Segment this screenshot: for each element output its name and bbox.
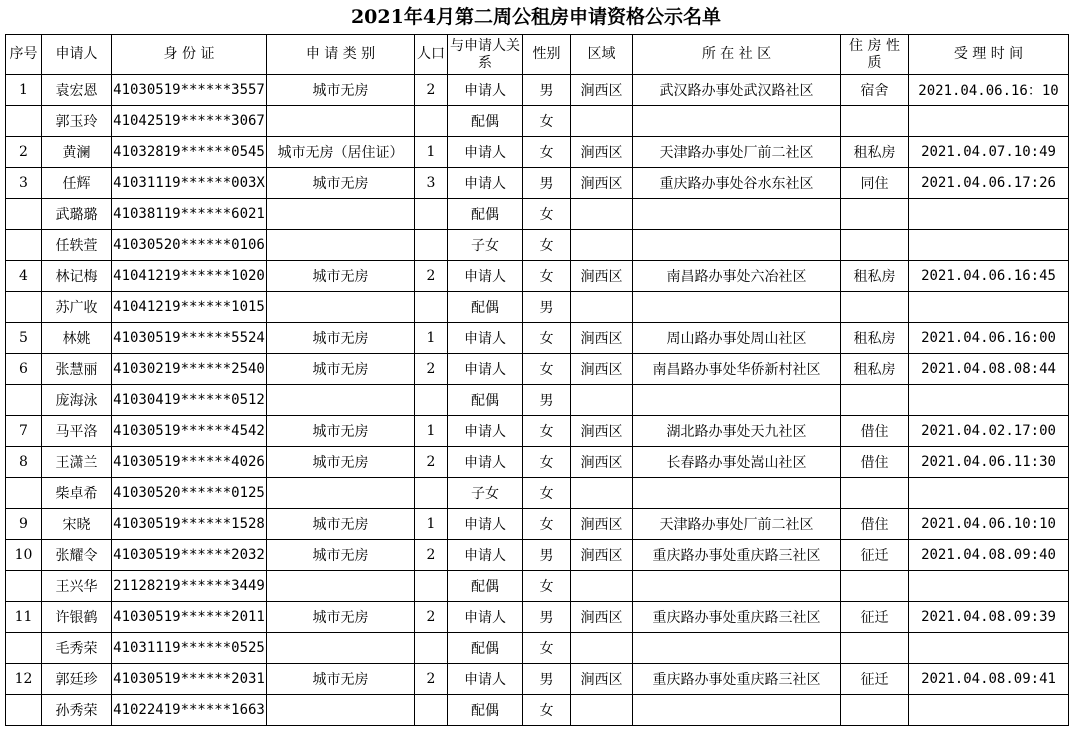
cell-housing: 征迁 <box>841 602 909 633</box>
cell-gender: 男 <box>523 168 571 199</box>
cell-relation: 配偶 <box>448 695 523 726</box>
cell-community <box>633 199 841 230</box>
table-row <box>6 323 1069 354</box>
cell-relation: 配偶 <box>448 199 523 230</box>
table-row <box>6 292 1069 323</box>
cell-seq: 9 <box>6 509 42 540</box>
cell-housing: 借住 <box>841 447 909 478</box>
cell-district <box>571 199 633 230</box>
table-row <box>6 261 1069 292</box>
cell-time: 2021.04.08.09:41 <box>909 664 1069 695</box>
cell-time <box>909 633 1069 664</box>
cell-relation: 申请人 <box>448 261 523 292</box>
cell-category: 城市无房（居住证） <box>267 137 415 168</box>
cell-seq: 4 <box>6 261 42 292</box>
cell-time: 2021.04.06.16:00 <box>909 323 1069 354</box>
table-row <box>6 447 1069 478</box>
cell-community: 重庆路办事处重庆路三社区 <box>633 540 841 571</box>
cell-name: 郭玉玲 <box>42 106 112 137</box>
cell-district <box>571 292 633 323</box>
cell-housing: 借住 <box>841 509 909 540</box>
cell-seq <box>6 478 42 509</box>
cell-housing <box>841 106 909 137</box>
page-title: 2021年4月第二周公租房申请资格公示名单 <box>350 6 722 28</box>
cell-seq: 10 <box>6 540 42 571</box>
table-header-row <box>6 35 1069 75</box>
table-row <box>6 416 1069 447</box>
cell-community: 重庆路办事处谷水东社区 <box>633 168 841 199</box>
cell-category <box>267 571 415 602</box>
cell-time: 2021.04.06.11:30 <box>909 447 1069 478</box>
cell-relation: 配偶 <box>448 385 523 416</box>
cell-time <box>909 199 1069 230</box>
cell-time <box>909 571 1069 602</box>
cell-district: 涧西区 <box>571 261 633 292</box>
cell-community <box>633 230 841 261</box>
cell-housing: 借住 <box>841 416 909 447</box>
cell-community: 天津路办事处厂前二社区 <box>633 137 841 168</box>
cell-gender: 女 <box>523 695 571 726</box>
cell-community: 周山路办事处周山社区 <box>633 323 841 354</box>
cell-id: 41031119******0525 <box>112 633 267 664</box>
cell-people: 2 <box>415 261 448 292</box>
cell-seq <box>6 695 42 726</box>
cell-housing: 征迁 <box>841 664 909 695</box>
cell-name: 袁宏恩 <box>42 75 112 106</box>
table-row <box>6 230 1069 261</box>
cell-relation: 子女 <box>448 230 523 261</box>
cell-relation: 申请人 <box>448 447 523 478</box>
cell-district: 涧西区 <box>571 137 633 168</box>
cell-seq: 8 <box>6 447 42 478</box>
cell-id: 41030519******2031 <box>112 664 267 695</box>
cell-people: 1 <box>415 137 448 168</box>
cell-category: 城市无房 <box>267 168 415 199</box>
header-district: 区域 <box>571 35 633 75</box>
cell-relation: 申请人 <box>448 354 523 385</box>
cell-community: 武汉路办事处武汉路社区 <box>633 75 841 106</box>
cell-category <box>267 478 415 509</box>
cell-housing <box>841 385 909 416</box>
cell-people: 2 <box>415 354 448 385</box>
cell-seq <box>6 230 42 261</box>
cell-community: 湖北路办事处天九社区 <box>633 416 841 447</box>
cell-district: 涧西区 <box>571 447 633 478</box>
cell-seq: 5 <box>6 323 42 354</box>
cell-id: 41030519******2032 <box>112 540 267 571</box>
cell-housing <box>841 230 909 261</box>
cell-district <box>571 695 633 726</box>
cell-id: 41031119******003X <box>112 168 267 199</box>
cell-housing: 宿舍 <box>841 75 909 106</box>
cell-housing: 租私房 <box>841 137 909 168</box>
cell-gender: 男 <box>523 292 571 323</box>
cell-seq <box>6 633 42 664</box>
cell-category: 城市无房 <box>267 261 415 292</box>
cell-people: 1 <box>415 323 448 354</box>
table-row <box>6 385 1069 416</box>
cell-housing <box>841 199 909 230</box>
cell-gender: 女 <box>523 509 571 540</box>
cell-name: 武璐璐 <box>42 199 112 230</box>
cell-time: 2021.04.02.17:00 <box>909 416 1069 447</box>
header-time: 受 理 时 间 <box>909 35 1069 75</box>
cell-seq <box>6 199 42 230</box>
cell-housing <box>841 478 909 509</box>
table-row <box>6 664 1069 695</box>
cell-relation: 申请人 <box>448 664 523 695</box>
cell-community: 南昌路办事处华侨新村社区 <box>633 354 841 385</box>
cell-category <box>267 292 415 323</box>
cell-gender: 男 <box>523 75 571 106</box>
table-row <box>6 75 1069 106</box>
table-row <box>6 633 1069 664</box>
cell-seq <box>6 292 42 323</box>
cell-id: 41030519******1528 <box>112 509 267 540</box>
cell-category: 城市无房 <box>267 602 415 633</box>
cell-relation: 申请人 <box>448 168 523 199</box>
cell-gender: 男 <box>523 664 571 695</box>
cell-name: 马平洛 <box>42 416 112 447</box>
cell-category: 城市无房 <box>267 664 415 695</box>
cell-seq: 7 <box>6 416 42 447</box>
cell-name: 宋晓 <box>42 509 112 540</box>
cell-community <box>633 385 841 416</box>
table-row <box>6 478 1069 509</box>
cell-time: 2021.04.08.09:39 <box>909 602 1069 633</box>
cell-category: 城市无房 <box>267 447 415 478</box>
cell-name: 苏广收 <box>42 292 112 323</box>
cell-people: 1 <box>415 416 448 447</box>
header-seq: 序号 <box>6 35 42 75</box>
cell-district <box>571 230 633 261</box>
table-row <box>6 540 1069 571</box>
cell-time: 2021.04.06.17:26 <box>909 168 1069 199</box>
cell-community <box>633 695 841 726</box>
cell-gender: 女 <box>523 478 571 509</box>
cell-people <box>415 478 448 509</box>
cell-gender: 女 <box>523 571 571 602</box>
cell-time <box>909 385 1069 416</box>
cell-people <box>415 199 448 230</box>
cell-name: 张耀令 <box>42 540 112 571</box>
cell-relation: 配偶 <box>448 292 523 323</box>
cell-seq <box>6 106 42 137</box>
cell-people: 2 <box>415 602 448 633</box>
cell-district: 涧西区 <box>571 509 633 540</box>
cell-community <box>633 633 841 664</box>
cell-time <box>909 230 1069 261</box>
cell-seq <box>6 385 42 416</box>
cell-gender: 女 <box>523 199 571 230</box>
cell-people <box>415 106 448 137</box>
table-row <box>6 509 1069 540</box>
cell-category <box>267 230 415 261</box>
cell-gender: 女 <box>523 633 571 664</box>
cell-id: 41038119******6021 <box>112 199 267 230</box>
cell-relation: 配偶 <box>448 571 523 602</box>
cell-district: 涧西区 <box>571 416 633 447</box>
cell-name: 王兴华 <box>42 571 112 602</box>
cell-id: 41041219******1020 <box>112 261 267 292</box>
cell-district <box>571 478 633 509</box>
cell-gender: 女 <box>523 230 571 261</box>
cell-id: 41030519******3557 <box>112 75 267 106</box>
cell-gender: 男 <box>523 385 571 416</box>
cell-category: 城市无房 <box>267 540 415 571</box>
cell-id: 41030520******0125 <box>112 478 267 509</box>
cell-community: 南昌路办事处六冶社区 <box>633 261 841 292</box>
cell-category <box>267 633 415 664</box>
table-row <box>6 137 1069 168</box>
cell-gender: 女 <box>523 106 571 137</box>
cell-id: 21128219******3449 <box>112 571 267 602</box>
cell-relation: 申请人 <box>448 137 523 168</box>
cell-id: 41042519******3067 <box>112 106 267 137</box>
table-row <box>6 602 1069 633</box>
cell-district: 涧西区 <box>571 168 633 199</box>
cell-id: 41030519******2011 <box>112 602 267 633</box>
table-body <box>6 75 1069 726</box>
cell-id: 41022419******1663 <box>112 695 267 726</box>
cell-district: 涧西区 <box>571 664 633 695</box>
cell-people: 2 <box>415 664 448 695</box>
cell-housing <box>841 633 909 664</box>
cell-name: 许银鹤 <box>42 602 112 633</box>
cell-category: 城市无房 <box>267 75 415 106</box>
cell-id: 41030219******2540 <box>112 354 267 385</box>
cell-category: 城市无房 <box>267 354 415 385</box>
cell-category <box>267 106 415 137</box>
cell-time: 2021.04.06.16：10 <box>909 75 1069 106</box>
table-row <box>6 571 1069 602</box>
cell-time: 2021.04.07.10:49 <box>909 137 1069 168</box>
cell-district <box>571 571 633 602</box>
cell-people <box>415 695 448 726</box>
cell-district <box>571 633 633 664</box>
cell-relation: 申请人 <box>448 323 523 354</box>
cell-people <box>415 230 448 261</box>
cell-name: 郭廷珍 <box>42 664 112 695</box>
cell-people: 3 <box>415 168 448 199</box>
cell-community: 天津路办事处厂前二社区 <box>633 509 841 540</box>
cell-seq: 11 <box>6 602 42 633</box>
cell-relation: 申请人 <box>448 75 523 106</box>
cell-community: 长春路办事处嵩山社区 <box>633 447 841 478</box>
cell-time: 2021.04.06.10:10 <box>909 509 1069 540</box>
cell-district: 涧西区 <box>571 75 633 106</box>
cell-district <box>571 106 633 137</box>
cell-name: 林记梅 <box>42 261 112 292</box>
header-gender: 性别 <box>523 35 571 75</box>
cell-relation: 申请人 <box>448 602 523 633</box>
cell-district <box>571 385 633 416</box>
cell-id: 41030520******0106 <box>112 230 267 261</box>
cell-time <box>909 292 1069 323</box>
cell-seq: 12 <box>6 664 42 695</box>
table-row <box>6 106 1069 137</box>
cell-community <box>633 292 841 323</box>
cell-category <box>267 695 415 726</box>
cell-relation: 子女 <box>448 478 523 509</box>
cell-housing <box>841 292 909 323</box>
cell-district: 涧西区 <box>571 602 633 633</box>
cell-seq: 3 <box>6 168 42 199</box>
cell-housing <box>841 695 909 726</box>
cell-category: 城市无房 <box>267 509 415 540</box>
cell-time: 2021.04.08.08:44 <box>909 354 1069 385</box>
cell-name: 黄澜 <box>42 137 112 168</box>
cell-id: 41041219******1015 <box>112 292 267 323</box>
cell-housing: 征迁 <box>841 540 909 571</box>
cell-time: 2021.04.08.09:40 <box>909 540 1069 571</box>
cell-gender: 女 <box>523 354 571 385</box>
header-people: 人口 <box>415 35 448 75</box>
cell-time <box>909 478 1069 509</box>
cell-name: 孙秀荣 <box>42 695 112 726</box>
header-relation: 与申请人关 系 <box>448 35 523 75</box>
cell-gender: 男 <box>523 540 571 571</box>
cell-housing: 租私房 <box>841 261 909 292</box>
cell-name: 张慧丽 <box>42 354 112 385</box>
cell-name: 任辉 <box>42 168 112 199</box>
cell-people <box>415 633 448 664</box>
cell-time <box>909 695 1069 726</box>
cell-time: 2021.04.06.16:45 <box>909 261 1069 292</box>
cell-housing: 租私房 <box>841 354 909 385</box>
cell-relation: 申请人 <box>448 540 523 571</box>
cell-category <box>267 385 415 416</box>
cell-people <box>415 385 448 416</box>
cell-district: 涧西区 <box>571 354 633 385</box>
cell-community <box>633 571 841 602</box>
header-category: 申 请 类 别 <box>267 35 415 75</box>
cell-people: 2 <box>415 540 448 571</box>
cell-name: 毛秀荣 <box>42 633 112 664</box>
cell-housing: 租私房 <box>841 323 909 354</box>
cell-gender: 女 <box>523 137 571 168</box>
cell-relation: 申请人 <box>448 416 523 447</box>
cell-name: 林姚 <box>42 323 112 354</box>
cell-name: 任轶萱 <box>42 230 112 261</box>
cell-id: 41030519******4026 <box>112 447 267 478</box>
cell-district: 涧西区 <box>571 323 633 354</box>
cell-seq: 1 <box>6 75 42 106</box>
header-id: 身 份 证 <box>112 35 267 75</box>
cell-gender: 女 <box>523 447 571 478</box>
header-name: 申请人 <box>42 35 112 75</box>
header-housing: 住 房 性 质 <box>841 35 909 75</box>
table-row <box>6 354 1069 385</box>
header-community: 所 在 社 区 <box>633 35 841 75</box>
cell-district: 涧西区 <box>571 540 633 571</box>
cell-category <box>267 199 415 230</box>
cell-category: 城市无房 <box>267 323 415 354</box>
applicant-table <box>5 34 1069 726</box>
table-row <box>6 168 1069 199</box>
cell-gender: 男 <box>523 602 571 633</box>
cell-id: 41030519******4542 <box>112 416 267 447</box>
cell-relation: 配偶 <box>448 633 523 664</box>
cell-relation: 申请人 <box>448 509 523 540</box>
cell-community: 重庆路办事处重庆路三社区 <box>633 664 841 695</box>
cell-people: 2 <box>415 447 448 478</box>
cell-name: 庞海泳 <box>42 385 112 416</box>
cell-people: 1 <box>415 509 448 540</box>
cell-id: 41030519******5524 <box>112 323 267 354</box>
cell-id: 41032819******0545 <box>112 137 267 168</box>
cell-people <box>415 571 448 602</box>
cell-community <box>633 106 841 137</box>
cell-gender: 女 <box>523 416 571 447</box>
cell-id: 41030419******0512 <box>112 385 267 416</box>
cell-seq <box>6 571 42 602</box>
table-row <box>6 695 1069 726</box>
cell-community: 重庆路办事处重庆路三社区 <box>633 602 841 633</box>
cell-category: 城市无房 <box>267 416 415 447</box>
cell-time <box>909 106 1069 137</box>
cell-community <box>633 478 841 509</box>
cell-name: 柴卓希 <box>42 478 112 509</box>
cell-seq: 6 <box>6 354 42 385</box>
cell-seq: 2 <box>6 137 42 168</box>
cell-relation: 配偶 <box>448 106 523 137</box>
cell-gender: 女 <box>523 323 571 354</box>
cell-people: 2 <box>415 75 448 106</box>
cell-gender: 女 <box>523 261 571 292</box>
cell-housing <box>841 571 909 602</box>
cell-people <box>415 292 448 323</box>
cell-name: 王潇兰 <box>42 447 112 478</box>
table-row <box>6 199 1069 230</box>
cell-housing: 同住 <box>841 168 909 199</box>
